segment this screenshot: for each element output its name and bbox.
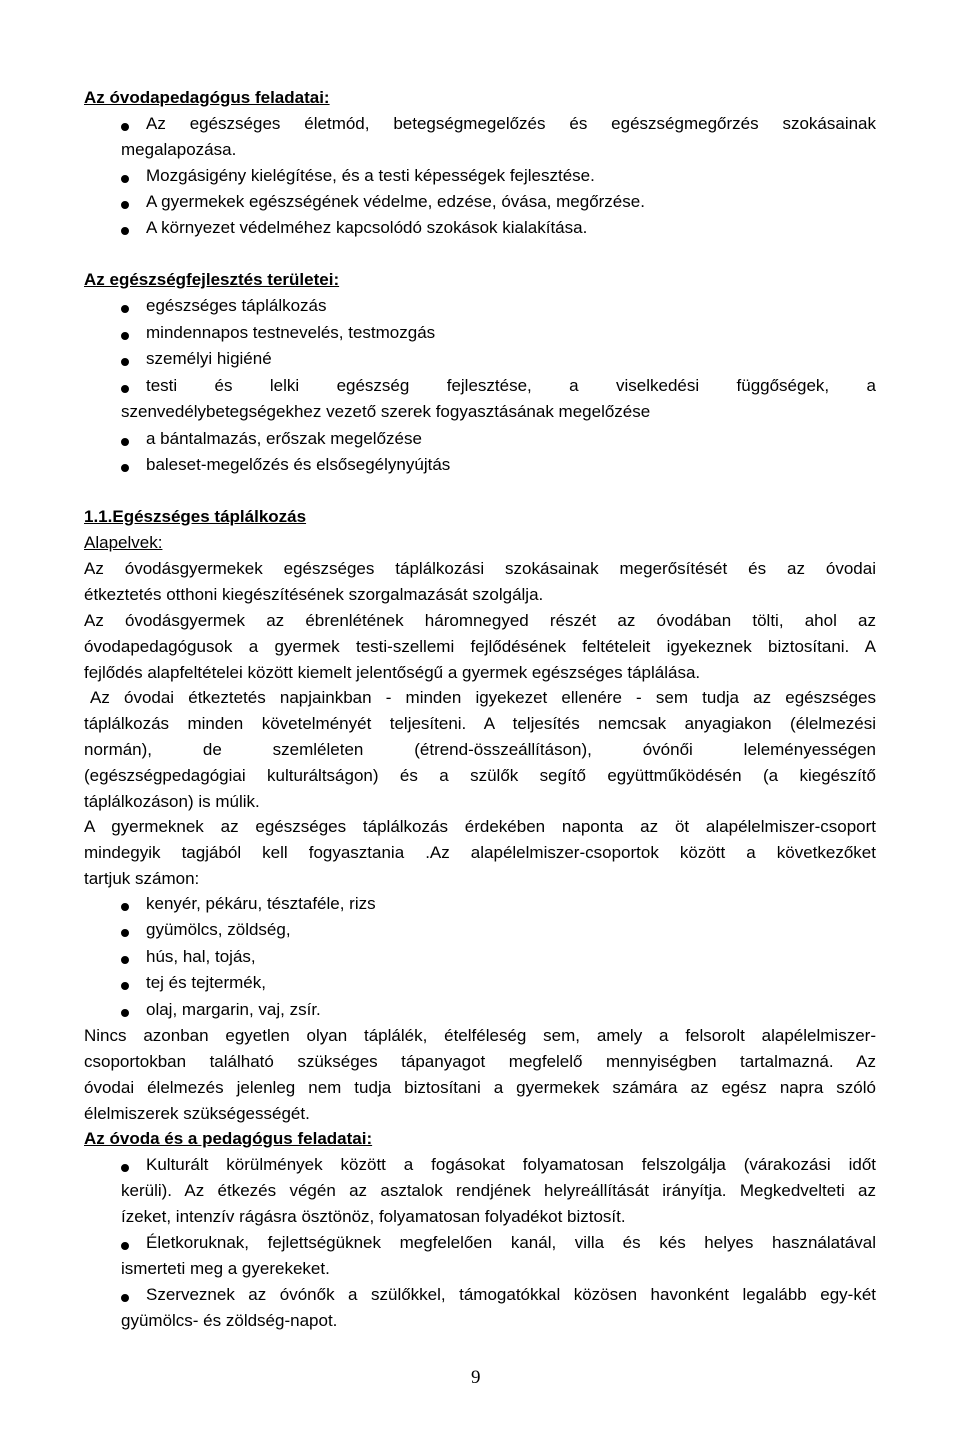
list-item-text: Az egészséges életmód, betegségmegelőzés és egészségmegőrzés szokásainak bbox=[146, 114, 876, 133]
list-item-text: testi és lelki egészség fejlesztése, a viselkedési függőségek, a bbox=[146, 376, 876, 395]
paragraph-line: Az óvodásgyermekek egészséges táplálkozási szokásainak megerősítését és az óvodai bbox=[84, 559, 876, 578]
page-number: 9 bbox=[471, 1367, 481, 1388]
section-heading-kindergarten-tasks: Az óvoda és a pedagógus feladatai: bbox=[84, 1129, 373, 1148]
list-item-text: személyi higiéné bbox=[146, 349, 272, 368]
list-item-text: Szerveznek az óvónők a szülőkkel, támogatókkal közösen havonként legalább egy-két bbox=[146, 1285, 876, 1304]
paragraph-line: táplálkozás minden követelményét teljesíteni. A teljesítés nemcsak anyagiakon (élelmezési bbox=[84, 714, 876, 733]
list-item-text: mindennapos testnevelés, testmozgás bbox=[146, 323, 436, 342]
bullet-icon bbox=[121, 123, 129, 131]
list-item-text: olaj, margarin, vaj, zsír. bbox=[146, 1000, 321, 1019]
list-item-continuation: ismerteti meg a gyerekeket. bbox=[121, 1259, 330, 1278]
bullet-icon bbox=[121, 305, 129, 313]
list-item-continuation: megalapozása. bbox=[121, 140, 237, 159]
bullet-icon bbox=[121, 332, 129, 340]
list-item-continuation: szenvedélybetegségekhez vezető szerek fogyasztásának megelőzése bbox=[121, 402, 651, 421]
list-item-text: kenyér, pékáru, tésztaféle, rizs bbox=[146, 894, 376, 913]
subheading-principles: Alapelvek: bbox=[84, 533, 163, 552]
bullet-icon bbox=[121, 929, 129, 937]
list-item-text: tej és tejtermék, bbox=[146, 973, 266, 992]
paragraph-line: táplálkozáson) is múlik. bbox=[84, 792, 260, 811]
bullet-icon bbox=[121, 1294, 129, 1302]
section-heading-healthy-eating: 1.1.Egészséges táplálkozás bbox=[84, 507, 307, 526]
list-item-text: hús, hal, tojás, bbox=[146, 947, 256, 966]
section-heading-health-areas: Az egészségfejlesztés területei: bbox=[84, 270, 340, 289]
bullet-icon bbox=[121, 1242, 129, 1250]
paragraph-line: (egészségpedagógiai kulturáltságon) és a szülők segítő együttműködésén (a kiegészítő bbox=[84, 766, 876, 785]
paragraph-line: óvodai élelmezés jelenleg nem tudja biztosítani a gyermekek számára az egész napra szóló bbox=[84, 1078, 876, 1097]
list-item-text: gyümölcs, zöldség, bbox=[146, 920, 291, 939]
bullet-icon bbox=[121, 1164, 129, 1172]
list-item-continuation: gyümölcs- és zöldség-napot. bbox=[121, 1311, 338, 1330]
paragraph-line: fejlődés alapfeltételei között kiemelt jelentőségű a gyermek egészséges táplálása. bbox=[84, 663, 701, 682]
bullet-icon bbox=[121, 201, 129, 209]
paragraph-line: csoportokban található szükséges tápanyagot megfelelő mennyiségben tartalmazná. Az bbox=[84, 1052, 876, 1071]
list-item-text: A gyermekek egészségének védelme, edzése, óvása, megőrzése. bbox=[146, 192, 645, 211]
paragraph-line: Nincs azonban egyetlen olyan táplálék, ételféleség sem, amely a felsorolt alapélelmiszer- bbox=[84, 1026, 876, 1045]
bullet-icon bbox=[121, 358, 129, 366]
paragraph-line: mindegyik tagjából kell fogyasztania .Az alapélelmiszer-csoportok között a következőket bbox=[84, 843, 876, 862]
paragraph-line: Az óvodásgyermek az ébrenlétének háromnegyed részét az óvodában tölti, ahol az bbox=[84, 611, 876, 630]
bullet-icon bbox=[121, 1009, 129, 1017]
paragraph-line: Az óvodai étkeztetés napjainkban - minden igyekezet ellenére - sem tudja az egészséges bbox=[90, 688, 876, 707]
paragraph-line: élelmiszerek szükségességét. bbox=[84, 1104, 310, 1123]
bullet-icon bbox=[121, 903, 129, 911]
list-item-continuation: ízeket, intenzív rágásra ösztönöz, folyamatosan folyadékot biztosít. bbox=[121, 1207, 626, 1226]
paragraph-line: normán), de szemléleten (étrend-összeállításon), óvónői leleményességen bbox=[84, 740, 876, 759]
bullet-icon bbox=[121, 227, 129, 235]
bullet-icon bbox=[121, 385, 129, 393]
list-item-text: baleset-megelőzés és elsősegélynyújtás bbox=[146, 455, 451, 474]
bullet-icon bbox=[121, 464, 129, 472]
bullet-icon bbox=[121, 956, 129, 964]
list-item-text: Kulturált körülmények között a fogásokat folyamatosan felszolgálja (várakozási időt bbox=[146, 1155, 876, 1174]
paragraph-line: tartjuk számon: bbox=[84, 869, 200, 888]
section-heading-teacher-tasks: Az óvodapedagógus feladatai: bbox=[84, 88, 330, 107]
list-item-text: Mozgásigény kielégítése, és a testi képességek fejlesztése. bbox=[146, 166, 595, 185]
list-item-text: Életkoruknak, fejlettségüknek megfelelően kanál, villa és kés helyes használatával bbox=[146, 1233, 876, 1252]
list-item-continuation: kerüli). Az étkezés végén az asztalok rendjének helyreállítását irányítja. Megkedvelteti az bbox=[121, 1181, 876, 1200]
bullet-icon bbox=[121, 175, 129, 183]
bullet-icon bbox=[121, 982, 129, 990]
list-item-text: egészséges táplálkozás bbox=[146, 296, 327, 315]
paragraph-line: óvodapedagógusok a gyermek testi-szellemi fejlődésének feltételeit igyekeznek biztosítani. A bbox=[84, 637, 876, 656]
paragraph-line: A gyermeknek az egészséges táplálkozás érdekében naponta az öt alapélelmiszer-csoport bbox=[84, 817, 876, 836]
list-item-text: A környezet védelméhez kapcsolódó szokások kialakítása. bbox=[146, 218, 588, 237]
paragraph-line: étkeztetés otthoni kiegészítésének szorgalmazását szolgálja. bbox=[84, 585, 544, 604]
bullet-icon bbox=[121, 438, 129, 446]
list-item-text: a bántalmazás, erőszak megelőzése bbox=[146, 429, 422, 448]
